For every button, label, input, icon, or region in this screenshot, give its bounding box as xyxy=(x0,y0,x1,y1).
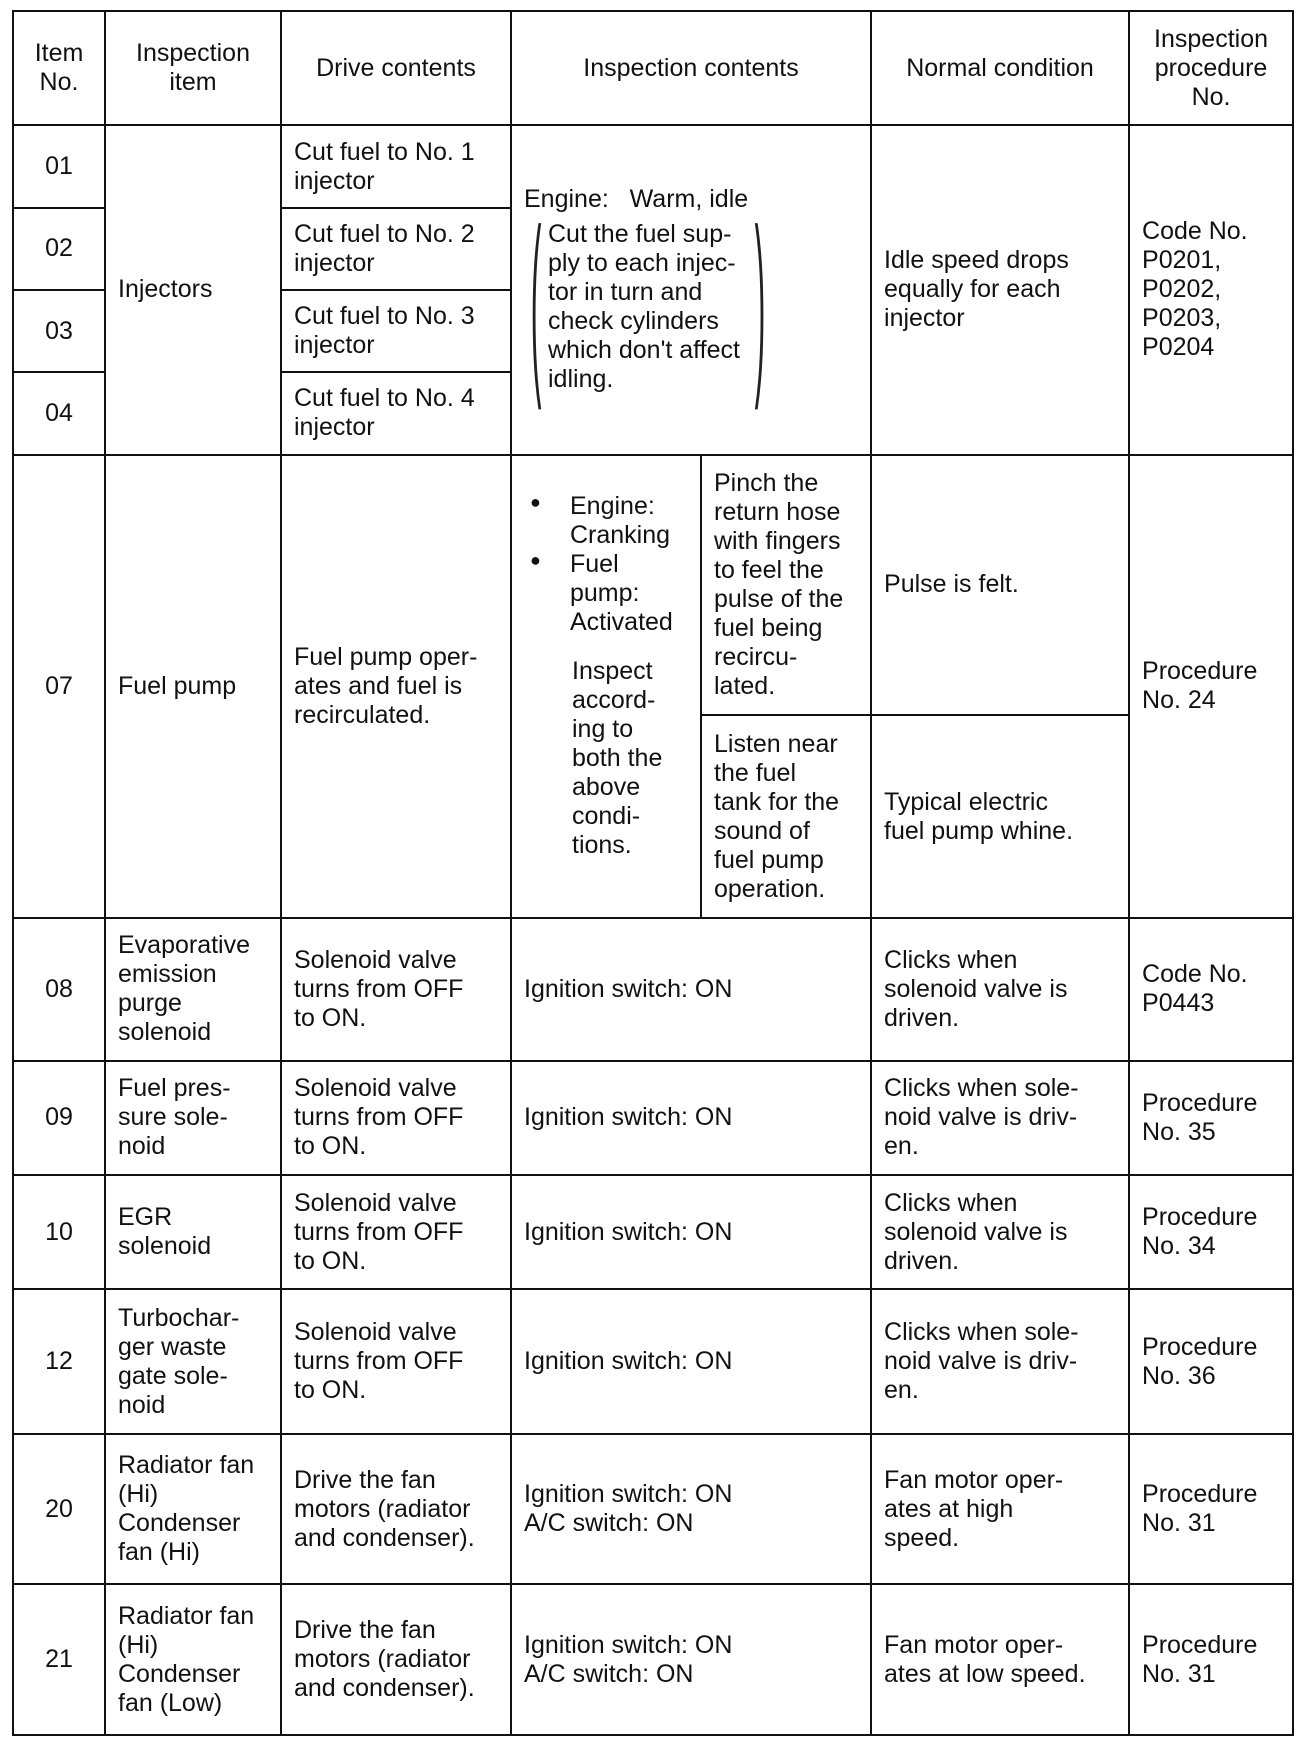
item-no: 01 xyxy=(13,125,105,207)
header-inspection-item: Inspection item xyxy=(105,11,281,125)
drive-contents: Solenoid valve turns from OFF to ON. xyxy=(281,1061,511,1175)
normal-condition: Clicks when solenoid valve is driven. xyxy=(871,1175,1129,1289)
inspection-contents: Ignition switch: ON xyxy=(511,1289,871,1434)
table-row xyxy=(13,125,1293,207)
inspection-item: Radiator fan (Hi) Condenser fan (Hi) xyxy=(105,1434,281,1585)
procedure-no: Procedure No. 24 xyxy=(1129,455,1293,919)
table-row xyxy=(13,1061,1293,1175)
condition-list xyxy=(524,492,688,637)
inspection-table xyxy=(12,10,1294,1736)
engine-condition xyxy=(524,185,858,214)
procedure-no: Procedure No. 31 xyxy=(1129,1584,1293,1735)
normal-condition: Clicks when sole- noid valve is driv- en. xyxy=(871,1289,1129,1434)
inspection-contents: Ignition switch: ON xyxy=(511,918,871,1060)
drive-contents: Solenoid valve turns from OFF to ON. xyxy=(281,1289,511,1434)
table-row xyxy=(13,1584,1293,1735)
table-row xyxy=(13,1175,1293,1289)
item-no: 21 xyxy=(13,1584,105,1735)
header-inspection-contents: Inspection contents xyxy=(511,11,871,125)
normal-condition: Fan motor oper- ates at low speed. xyxy=(871,1584,1129,1735)
header-normal-condition: Normal condition xyxy=(871,11,1129,125)
inspection-item: Fuel pump xyxy=(105,455,281,919)
inspection-contents: Ignition switch: ON A/C switch: ON xyxy=(511,1434,871,1585)
drive-contents: Cut fuel to No. 4 injector xyxy=(281,372,511,454)
check-method: Listen near the fuel tank for the sound of fuel pump operation. xyxy=(701,715,871,918)
table-row xyxy=(13,918,1293,1060)
procedure-no: Procedure No. 36 xyxy=(1129,1289,1293,1434)
table-row xyxy=(13,1434,1293,1585)
item-no: 03 xyxy=(13,290,105,372)
inspection-item: Fuel pres- sure sole- noid xyxy=(105,1061,281,1175)
procedure-no: Procedure No. 34 xyxy=(1129,1175,1293,1289)
drive-contents: Cut fuel to No. 2 injector xyxy=(281,208,511,290)
normal-condition: Clicks when solenoid valve is driven. xyxy=(871,918,1129,1060)
engine-label: Engine: xyxy=(524,185,609,214)
item-no: 07 xyxy=(13,455,105,919)
procedure-no: Procedure No. 31 xyxy=(1129,1434,1293,1585)
header-procedure-no: Inspection procedure No. xyxy=(1129,11,1293,125)
procedure-no: Code No. P0443 xyxy=(1129,918,1293,1060)
item-no: 12 xyxy=(13,1289,105,1434)
inspection-contents: Ignition switch: ON A/C switch: ON xyxy=(511,1584,871,1735)
normal-condition: Idle speed drops equally for each injector xyxy=(871,125,1129,454)
engine-value: Warm, idle xyxy=(629,185,749,214)
procedure-no: Procedure No. 35 xyxy=(1129,1061,1293,1175)
item-no: 04 xyxy=(13,372,105,454)
check-method: Pinch the return hose with fingers to feel the pulse of the fuel being recircu- lated. xyxy=(701,455,871,716)
normal-condition: Fan motor oper- ates at high speed. xyxy=(871,1434,1129,1585)
drive-contents: Cut fuel to No. 3 injector xyxy=(281,290,511,372)
inspection-item: EGR solenoid xyxy=(105,1175,281,1289)
left-paren: ( xyxy=(530,188,542,412)
inspection-contents: Ignition switch: ON xyxy=(511,1061,871,1175)
normal-condition: Pulse is felt. xyxy=(871,455,1129,716)
item-no: 20 xyxy=(13,1434,105,1585)
inspection-item: Injectors xyxy=(105,125,281,454)
item-no: 08 xyxy=(13,918,105,1060)
drive-contents: Solenoid valve turns from OFF to ON. xyxy=(281,918,511,1060)
item-no: 10 xyxy=(13,1175,105,1289)
condition-note: Inspect accord- ing to both the above condi- tions. xyxy=(572,656,663,859)
header-row xyxy=(13,11,1293,125)
drive-contents: Drive the fan motors (radiator and condenser). xyxy=(281,1584,511,1735)
drive-contents: Cut fuel to No. 1 injector xyxy=(281,125,511,207)
right-paren: ) xyxy=(754,188,766,412)
condition-fuel-pump: ● Fuel pump: Activated xyxy=(524,550,688,637)
drive-contents: Fuel pump oper- ates and fuel is recirculated. xyxy=(281,455,511,919)
inspection-item: Turbochar- ger waste gate sole- noid xyxy=(105,1289,281,1434)
item-no: 09 xyxy=(13,1061,105,1175)
inspection-item: Radiator fan (Hi) Condenser fan (Low) xyxy=(105,1584,281,1735)
inspection-item: Evaporative emission purge solenoid xyxy=(105,918,281,1060)
condition-engine: ● Engine: Cranking xyxy=(524,492,688,550)
header-item-no: Item No. xyxy=(13,11,105,125)
table-row xyxy=(13,1289,1293,1434)
inspection-contents xyxy=(511,125,871,454)
item-no: 02 xyxy=(13,208,105,290)
drive-contents: Solenoid valve turns from OFF to ON. xyxy=(281,1175,511,1289)
normal-condition: Clicks when sole- noid valve is driv- en. xyxy=(871,1061,1129,1175)
procedure-no: Code No. P0201, P0202, P0203, P0204 xyxy=(1129,125,1293,454)
drive-contents: Drive the fan motors (radiator and condenser). xyxy=(281,1434,511,1585)
table-row xyxy=(13,455,1293,716)
inspection-contents: Ignition switch: ON xyxy=(511,1175,871,1289)
normal-condition: Typical electric fuel pump whine. xyxy=(871,715,1129,918)
header-drive-contents: Drive contents xyxy=(281,11,511,125)
paren-text: Cut the fuel sup- ply to each injec- tor in turn and check cylinders which don't affect idling. xyxy=(548,220,740,394)
inspection-table-page xyxy=(12,10,1292,1736)
fuel-pump-conditions xyxy=(511,455,701,919)
